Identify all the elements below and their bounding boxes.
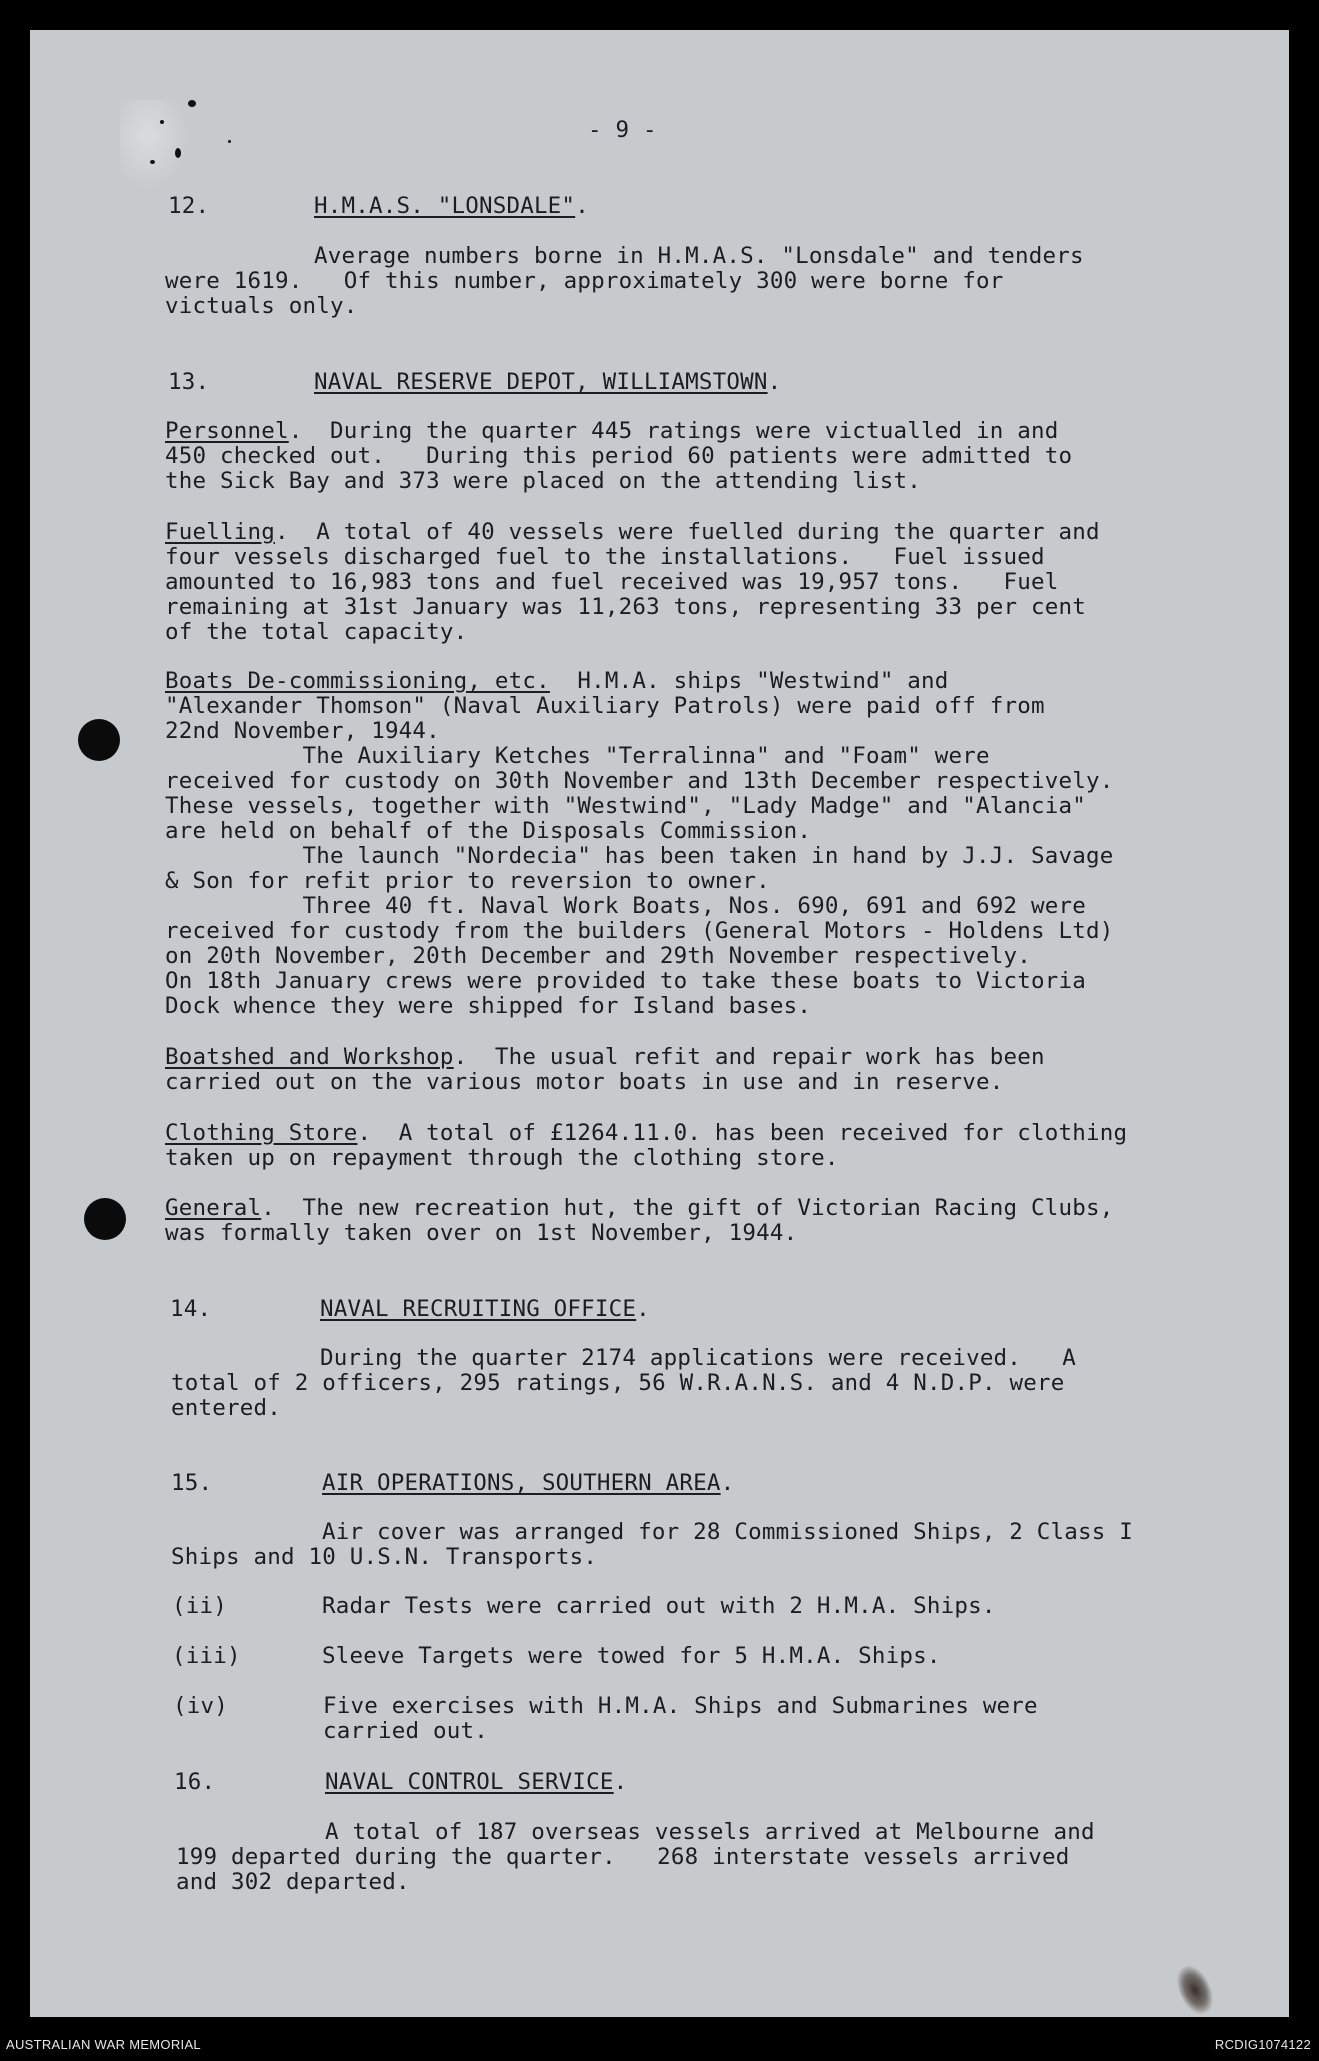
section-14-number: 14.	[170, 1296, 212, 1322]
clothing-label: Clothing Store	[165, 1120, 358, 1146]
general-text-1: . The new recreation hut, the gift of Victorian Racing Clubs,	[261, 1195, 1114, 1221]
clothing-line-1	[165, 1121, 1127, 1146]
section-14-line-1: During the quarter 2174 applications were received. A	[320, 1345, 1077, 1371]
boats-line-5: received for custody on 30th November and 13th December respectively.	[165, 768, 1114, 794]
page-number: - 9 -	[588, 117, 657, 143]
fuelling-label: Fuelling	[165, 519, 275, 545]
section-12-heading-line	[314, 194, 589, 219]
clothing-text-1: . A total of £1264.11.0. has been received for clothing	[357, 1120, 1128, 1146]
section-13-heading: NAVAL RESERVE DEPOT, WILLIAMSTOWN	[314, 369, 768, 395]
section-16-line-2: 199 departed during the quarter. 268 interstate vessels arrived	[176, 1844, 1070, 1870]
section-14-heading-trail: .	[636, 1296, 650, 1322]
boats-line-1	[165, 669, 949, 694]
section-14-heading: NAVAL RECRUITING OFFICE	[320, 1296, 637, 1322]
section-15-heading-trail: .	[720, 1470, 735, 1496]
clothing-line-2: taken up on repayment through the clothing store.	[165, 1145, 839, 1171]
personnel-label: Personnel	[165, 418, 289, 444]
boats-line-2: "Alexander Thomson" (Naval Auxiliary Patrols) were paid off from	[165, 693, 1045, 719]
section-15-item-iii-number: (iii)	[172, 1643, 241, 1669]
section-12-heading: H.M.A.S. "LONSDALE"	[314, 193, 576, 219]
section-16-heading: NAVAL CONTROL SERVICE	[325, 1769, 614, 1795]
general-line-1	[165, 1196, 1114, 1221]
section-12-line-3: victuals only.	[165, 293, 358, 319]
section-15-item-iv-cont: carried out.	[323, 1718, 488, 1744]
boats-line-3: 22nd November, 1944.	[165, 718, 440, 744]
boats-line-8: The launch "Nordecia" has been taken in hand by J.J. Savage	[165, 843, 1114, 869]
ink-smudge	[1171, 1961, 1219, 2017]
section-15-item-iv-number: (iv)	[173, 1693, 228, 1719]
fuelling-text-1: . A total of 40 vessels were fuelled during the quarter and	[274, 519, 1100, 545]
personnel-line-3: the Sick Bay and 373 were placed on the attending list.	[165, 468, 922, 494]
boats-line-13: On 18th January crews were provided to take these boats to Victoria	[165, 968, 1086, 994]
boats-line-12: on 20th November, 20th December and 29th November respectively.	[165, 943, 1032, 969]
personnel-text-1: . During the quarter 445 ratings were victualled in and	[288, 418, 1059, 444]
fuelling-line-3: amounted to 16,983 tons and fuel received was 19,957 tons. Fuel	[165, 569, 1059, 595]
personnel-line-1	[165, 419, 1059, 444]
boatshed-line-1	[165, 1045, 1045, 1070]
boatshed-line-2: carried out on the various motor boats in use and in reserve.	[165, 1069, 1004, 1095]
section-16-number: 16.	[174, 1769, 216, 1795]
section-15-intro-2: Ships and 10 U.S.N. Transports.	[171, 1544, 598, 1570]
general-label: General	[165, 1195, 262, 1221]
boats-line-11: received for custody from the builders (General Motors - Holdens Ltd)	[165, 918, 1114, 944]
section-12-line-1: Average numbers borne in H.M.A.S. "Lonsdale" and tenders	[314, 243, 1084, 269]
section-14-line-3: entered.	[171, 1395, 281, 1421]
section-13-heading-line	[314, 370, 781, 395]
fuelling-line-2: four vessels discharged fuel to the installations. Fuel issued	[165, 544, 1045, 570]
section-14-line-2: total of 2 officers, 295 ratings, 56 W.R.A.N.S. and 4 N.D.P. were	[171, 1370, 1065, 1396]
section-15-item-ii-text: Radar Tests were carried out with 2 H.M.A. Ships.	[322, 1593, 996, 1619]
footer-record-id: RCDIG1074122	[1214, 2037, 1311, 2052]
boats-line-9: & Son for refit prior to reversion to owner.	[165, 868, 770, 894]
boats-line-4: The Auxiliary Ketches "Terralinna" and "Foam" were	[165, 743, 990, 769]
fuelling-line-5: of the total capacity.	[165, 619, 468, 645]
fuelling-line-1	[165, 520, 1100, 545]
section-16-heading-line	[325, 1770, 627, 1795]
section-15-number: 15.	[171, 1470, 213, 1496]
boats-line-7: are held on behalf of the Disposals Commission.	[165, 818, 812, 844]
boatshed-label: Boatshed and Workshop	[165, 1044, 454, 1070]
section-12-number: 12.	[168, 193, 210, 219]
boatshed-text-1: . The usual refit and repair work has been	[453, 1044, 1045, 1070]
section-15-heading: AIR OPERATIONS, SOUTHERN AREA	[322, 1470, 721, 1496]
boats-label: Boats De-commissioning, etc.	[165, 668, 550, 694]
punch-hole-lower	[84, 1198, 126, 1240]
section-15-item-iii-text: Sleeve Targets were towed for 5 H.M.A. Ships.	[322, 1643, 941, 1669]
section-15-intro-1: Air cover was arranged for 28 Commissioned Ships, 2 Class I	[322, 1519, 1134, 1545]
section-14-heading-line	[320, 1297, 650, 1322]
section-16-heading-trail: .	[613, 1769, 628, 1795]
section-12-heading-trail: .	[575, 193, 589, 219]
section-16-line-3: and 302 departed.	[176, 1869, 410, 1895]
general-line-2: was formally taken over on 1st November, 1944.	[165, 1220, 798, 1246]
boats-line-6: These vessels, together with "Westwind", "Lady Madge" and "Alancia"	[165, 793, 1086, 819]
section-13-number: 13.	[168, 369, 210, 395]
boats-line-10: Three 40 ft. Naval Work Boats, Nos. 690, 691 and 692 were	[165, 893, 1086, 919]
section-13-heading-trail: .	[767, 369, 782, 395]
section-15-item-ii-number: (ii)	[172, 1593, 227, 1619]
footer-institution: AUSTRALIAN WAR MEMORIAL	[6, 2037, 201, 2052]
document-page	[30, 30, 1289, 2017]
punch-hole-upper	[78, 719, 120, 761]
section-16-line-1: A total of 187 overseas vessels arrived at Melbourne and	[325, 1819, 1095, 1845]
personnel-line-2: 450 checked out. During this period 60 patients were admitted to	[165, 443, 1073, 469]
boats-line-14: Dock whence they were shipped for Island bases.	[165, 993, 812, 1019]
section-15-heading-line	[322, 1471, 734, 1496]
section-15-item-iv-text: Five exercises with H.M.A. Ships and Submarines were	[323, 1693, 1038, 1719]
fuelling-line-4: remaining at 31st January was 11,263 tons, representing 33 per cent	[165, 594, 1086, 620]
boats-text-1: H.M.A. ships "Westwind" and	[549, 668, 949, 694]
section-12-line-2: were 1619. Of this number, approximately 300 were borne for	[165, 268, 1004, 294]
page-tear	[120, 100, 190, 190]
